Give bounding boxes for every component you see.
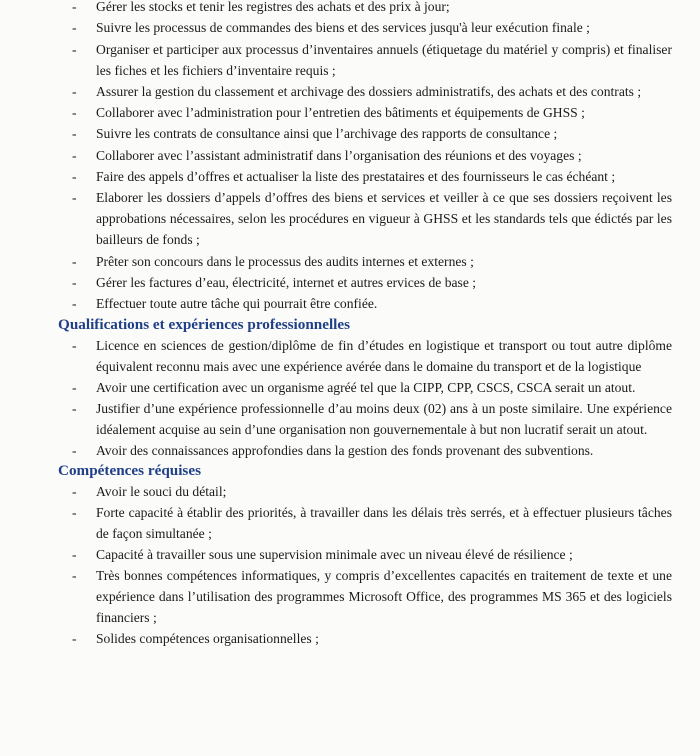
list-item	[0, 123, 700, 144]
list-item	[0, 187, 700, 250]
list-item-text: Gérer les stocks et tenir les registres des achats et des prix à jour;	[96, 0, 450, 14]
list-item	[0, 398, 700, 440]
bullet-dash: -	[72, 126, 77, 142]
bullet-dash: -	[72, 147, 77, 163]
list-item	[0, 17, 700, 38]
bullet-dash: -	[72, 442, 77, 458]
bullet-dash: -	[72, 546, 77, 562]
bullet-dash: -	[72, 83, 77, 99]
list-item	[0, 272, 700, 293]
list-item-text: Très bonnes compétences informatiques, y compris d’excellentes capacités en traitement de texte et une expérience dans l’utilisation des programmes Microsoft Office, des programmes MS 365 et des logiciels financiers ;	[96, 567, 672, 625]
list-item	[0, 481, 700, 502]
list-item	[0, 544, 700, 565]
bullet-dash: -	[72, 0, 77, 14]
qualifications-heading: Qualifications et expériences professionnelles	[58, 315, 351, 333]
qualifications-list	[0, 335, 700, 461]
list-item	[0, 335, 700, 377]
bullet-dash: -	[72, 630, 77, 646]
bullet-dash: -	[72, 253, 77, 269]
bullet-dash: -	[72, 274, 77, 290]
bullet-dash: -	[72, 379, 77, 395]
list-item	[0, 145, 700, 166]
bullet-dash: -	[72, 337, 77, 353]
list-item-text: Assurer la gestion du classement et archivage des dossiers administratifs, des achats et des contrats ;	[96, 83, 642, 99]
competences-list	[0, 481, 700, 649]
list-item-text: Elaborer les dossiers d’appels d’offres des biens et services et veiller à ce que ses dossiers reçoivent les approbations nécessaires, selon les procédures en vigueur à GHSS et les standards tels que édictés par les bailleurs de fonds ;	[96, 190, 672, 248]
list-item-text: Suivre les processus de commandes des biens et des services jusqu'à leur exécution finale ;	[96, 20, 590, 36]
list-item	[0, 39, 700, 81]
list-item-text: Suivre les contrats de consultance ainsi que l’archivage des rapports de consultance ;	[96, 126, 558, 142]
bullet-dash: -	[72, 296, 77, 312]
list-item-text: Avoir une certification avec un organisme agréé tel que la CIPP, CPP, CSCS, CSCA serait un atout.	[96, 379, 636, 395]
list-item-text: Organiser et participer aux processus d’inventaires annuels (étiquetage du matériel y compris) et finaliser les fiches et les fichiers d’inventaire requis ;	[96, 41, 672, 78]
bullet-dash: -	[72, 504, 77, 520]
list-item	[0, 166, 700, 187]
bullet-dash: -	[72, 20, 77, 36]
list-item	[0, 0, 700, 17]
list-item-text: Gérer les factures d’eau, électricité, internet et autres ervices de base ;	[96, 274, 477, 290]
list-item-text: Collaborer avec l’administration pour l’entretien des bâtiments et équipements de GHSS ;	[96, 105, 585, 121]
bullet-dash: -	[72, 169, 77, 185]
list-item-text: Prêter son concours dans le processus des audits internes et externes ;	[96, 253, 474, 269]
list-item-text: Faire des appels d’offres et actualiser la liste des prestataires et des fournisseurs le cas échéant ;	[96, 169, 616, 185]
list-item	[0, 377, 700, 398]
list-item-text: Licence en sciences de gestion/diplôme de fin d’études en logistique et transport ou tout autre diplôme équivalent reconnu mais avec une expérience avérée dans le domaine du transport et de la logistique	[96, 337, 672, 374]
bullet-dash: -	[72, 400, 77, 416]
list-item-text: Effectuer toute autre tâche qui pourrait être confiée.	[96, 296, 378, 312]
list-item-text: Forte capacité à établir des priorités, à travailler dans les délais très serrés, et à effectuer plusieurs tâches de façon simultanée ;	[96, 504, 672, 541]
bullet-dash: -	[72, 105, 77, 121]
bullet-dash: -	[72, 190, 77, 206]
list-item	[0, 81, 700, 102]
list-item-text: Avoir des connaissances approfondies dans la gestion des fonds provenant des subventions.	[96, 442, 594, 458]
list-item	[0, 440, 700, 461]
bullet-dash: -	[72, 41, 77, 57]
list-item-text: Collaborer avec l’assistant administratif dans l’organisation des réunions et des voyages ;	[96, 147, 582, 163]
list-item	[0, 628, 700, 649]
list-item	[0, 251, 700, 272]
list-item	[0, 565, 700, 628]
list-item-text: Solides compétences organisationnelles ;	[96, 630, 319, 646]
list-item-text: Justifier d’une expérience professionnelle d’au moins deux (02) ans à un poste similaire. Une expérience idéalement acquise au sein d’une organisation non gouvernementale à but non lucratif serait un atout.	[96, 400, 672, 437]
tasks-list	[0, 0, 700, 314]
list-item-text: Avoir le souci du détail;	[96, 483, 227, 499]
list-item	[0, 502, 700, 544]
bullet-dash: -	[72, 483, 77, 499]
bullet-dash: -	[72, 567, 77, 583]
list-item	[0, 102, 700, 123]
list-item	[0, 293, 700, 314]
list-item-text: Capacité à travailler sous une supervision minimale avec un niveau élevé de résilience ;	[96, 546, 573, 562]
competences-heading: Compétences réquises	[58, 461, 201, 479]
